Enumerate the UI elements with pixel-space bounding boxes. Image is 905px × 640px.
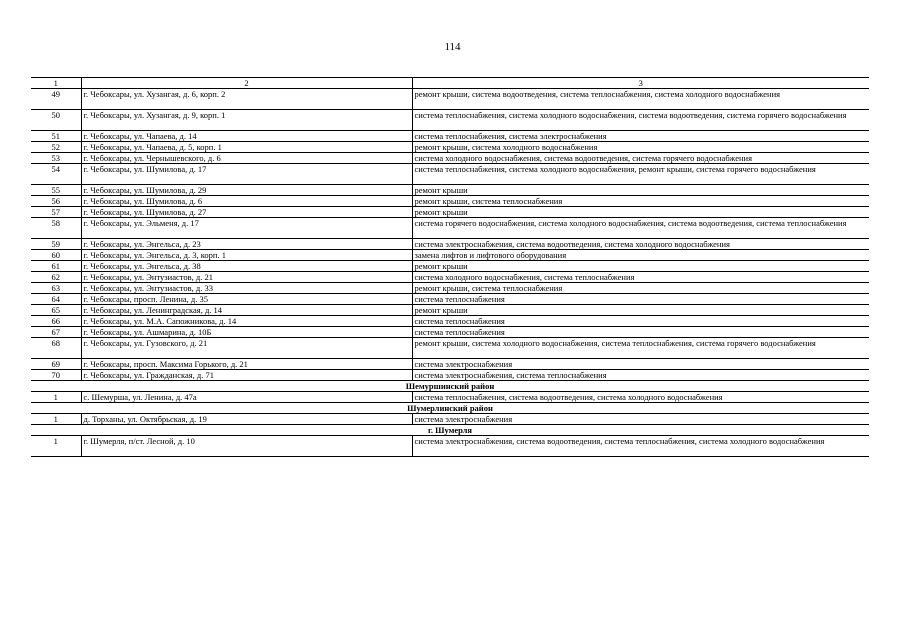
row-number: 56: [31, 196, 81, 207]
row-works: система электроснабжения: [412, 414, 869, 425]
row-address: г. Чебоксары, ул. Эльменя, д. 17: [81, 218, 412, 239]
table-row: [31, 131, 869, 142]
row-address: г. Чебоксары, просп. Ленина, д. 35: [81, 294, 412, 305]
row-works: система теплоснабжения, система электроснабжения: [412, 131, 869, 142]
row-works: система холодного водоснабжения, система теплоснабжения: [412, 272, 869, 283]
row-number: 57: [31, 207, 81, 218]
row-works: система теплоснабжения: [412, 294, 869, 305]
table-row: [31, 218, 869, 239]
region-title: Шемуршинский район: [31, 381, 869, 392]
row-number: 49: [31, 89, 81, 110]
row-works: ремонт крыши, система холодного водоснабжения, система теплоснабжения, система горячего водоснабжения: [412, 338, 869, 359]
row-address: г. Чебоксары, ул. Энгельса, д. 23: [81, 239, 412, 250]
row-number: 64: [31, 294, 81, 305]
row-works: система холодного водоснабжения, система водоотведения, система горячего водоснабжения: [412, 153, 869, 164]
table-row: [31, 153, 869, 164]
row-address: г. Чебоксары, ул. Энгельса, д. 3, корп. 1: [81, 250, 412, 261]
row-address: г. Чебоксары, ул. Хузангая, д. 9, корп. 1: [81, 110, 412, 131]
table-row: [31, 261, 869, 272]
row-works: ремонт крыши, система холодного водоснабжения: [412, 142, 869, 153]
row-address: г. Чебоксары, ул. М.А. Сапожникова, д. 14: [81, 316, 412, 327]
row-address: г. Чебоксары, ул. Ленинградская, д. 14: [81, 305, 412, 316]
row-number: 55: [31, 185, 81, 196]
row-number: 60: [31, 250, 81, 261]
region-title: г. Шумерля: [31, 425, 869, 436]
row-works: система электроснабжения, система теплоснабжения: [412, 370, 869, 381]
repair-table: [31, 77, 869, 457]
row-number: 65: [31, 305, 81, 316]
table-row: [31, 185, 869, 196]
row-address: г. Чебоксары, ул. Хузангая, д. 6, корп. 2: [81, 89, 412, 110]
row-number: 62: [31, 272, 81, 283]
row-number: 54: [31, 164, 81, 185]
row-works: система теплоснабжения, система водоотведения, система холодного водоснабжения: [412, 392, 869, 403]
table-row: [31, 272, 869, 283]
row-address: г. Чебоксары, ул. Чернышевского, д. 6: [81, 153, 412, 164]
row-works: система электроснабжения, система водоотведения, система холодного водоснабжения: [412, 239, 869, 250]
table-row: [31, 196, 869, 207]
row-address: г. Чебоксары, ул. Энтузиастов, д. 21: [81, 272, 412, 283]
row-number: 50: [31, 110, 81, 131]
row-works: ремонт крыши, система теплоснабжения: [412, 196, 869, 207]
table-row: [31, 305, 869, 316]
region-header-row: [31, 403, 869, 414]
row-address: г. Чебоксары, ул. Шумилова, д. 29: [81, 185, 412, 196]
row-number: 63: [31, 283, 81, 294]
row-works: система теплоснабжения: [412, 316, 869, 327]
row-works: замена лифтов и лифтового оборудования: [412, 250, 869, 261]
row-address: г. Чебоксары, ул. Шумилова, д. 6: [81, 196, 412, 207]
row-number: 66: [31, 316, 81, 327]
table-row: [31, 283, 869, 294]
row-number: 59: [31, 239, 81, 250]
table-row: [31, 142, 869, 153]
table-row: [31, 436, 869, 457]
column-header-address: 2: [81, 78, 412, 89]
row-address: г. Чебоксары, ул. Ашмарина, д. 10Б: [81, 327, 412, 338]
row-address: г. Чебоксары, ул. Энтузиастов, д. 33: [81, 283, 412, 294]
table-header-row: [31, 78, 869, 89]
table-row: [31, 338, 869, 359]
row-number: 61: [31, 261, 81, 272]
column-header-number: 1: [31, 78, 81, 89]
row-number: 70: [31, 370, 81, 381]
column-header-works: 3: [412, 78, 869, 89]
row-address: г. Чебоксары, просп. Максима Горького, д. 21: [81, 359, 412, 370]
repair-table-body: [31, 78, 869, 457]
table-row: [31, 294, 869, 305]
region-header-row: [31, 381, 869, 392]
region-title: Шумерлинский район: [31, 403, 869, 414]
row-address: г. Чебоксары, ул. Чапаева, д. 14: [81, 131, 412, 142]
row-address: г. Чебоксары, ул. Гузовского, д. 21: [81, 338, 412, 359]
row-number: 1: [31, 414, 81, 425]
row-works: ремонт крыши: [412, 185, 869, 196]
table-row: [31, 110, 869, 131]
table-row: [31, 89, 869, 110]
row-number: 67: [31, 327, 81, 338]
row-number: 58: [31, 218, 81, 239]
row-works: ремонт крыши, система теплоснабжения: [412, 283, 869, 294]
row-works: система теплоснабжения: [412, 327, 869, 338]
region-header-row: [31, 425, 869, 436]
row-number: 69: [31, 359, 81, 370]
row-address: г. Чебоксары, ул. Шумилова, д. 27: [81, 207, 412, 218]
table-row: [31, 239, 869, 250]
row-works: система электроснабжения: [412, 359, 869, 370]
row-number: 53: [31, 153, 81, 164]
row-address: г. Чебоксары, ул. Энгельса, д. 38: [81, 261, 412, 272]
row-works: ремонт крыши: [412, 261, 869, 272]
row-works: система теплоснабжения, система холодного водоснабжения, система водоотведения, система горячего водоснабжения: [412, 110, 869, 131]
table-row: [31, 316, 869, 327]
row-address: г. Чебоксары, ул. Гражданская, д. 71: [81, 370, 412, 381]
row-address: г. Чебоксары, ул. Чапаева, д. 5, корп. 1: [81, 142, 412, 153]
table-row: [31, 359, 869, 370]
table-row: [31, 370, 869, 381]
table-row: [31, 392, 869, 403]
row-address: д. Торханы, ул. Октябрьская, д. 19: [81, 414, 412, 425]
row-works: ремонт крыши: [412, 305, 869, 316]
row-works: система электроснабжения, система водоотведения, система теплоснабжения, система холодного водоснабжения: [412, 436, 869, 457]
page-number: 114: [444, 41, 461, 53]
table-row: [31, 250, 869, 261]
row-address: г. Чебоксары, ул. Шумилова, д. 17: [81, 164, 412, 185]
table-row: [31, 164, 869, 185]
table-row: [31, 327, 869, 338]
row-number: 51: [31, 131, 81, 142]
row-works: ремонт крыши: [412, 207, 869, 218]
row-address: г. Шумерля, п/ст. Лесной, д. 10: [81, 436, 412, 457]
row-works: ремонт крыши, система водоотведения, система теплоснабжения, система холодного водоснабжения: [412, 89, 869, 110]
row-works: система горячего водоснабжения, система холодного водоснабжения, система водоотведения, система теплоснабжения: [412, 218, 869, 239]
row-number: 68: [31, 338, 81, 359]
table-row: [31, 207, 869, 218]
row-number: 1: [31, 436, 81, 457]
table-row: [31, 414, 869, 425]
row-address: с. Шемурша, ул. Ленина, д. 47а: [81, 392, 412, 403]
row-number: 1: [31, 392, 81, 403]
row-works: система теплоснабжения, система холодного водоснабжения, ремонт крыши, система горячего водоснабжения: [412, 164, 869, 185]
row-number: 52: [31, 142, 81, 153]
